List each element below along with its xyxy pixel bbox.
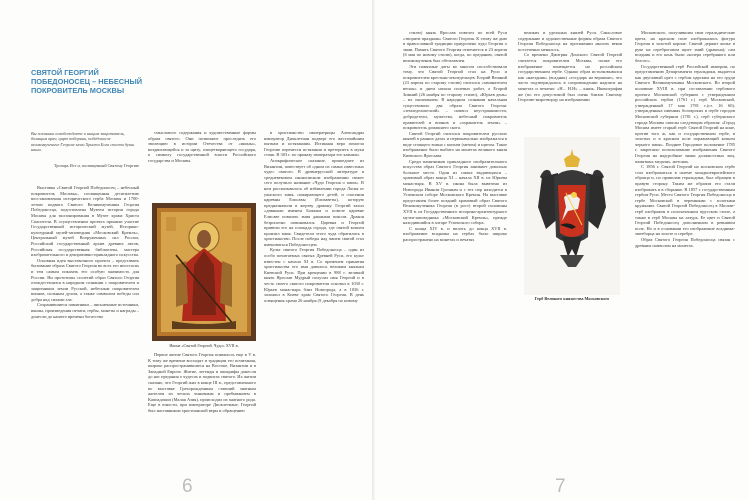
icon-caption: Икона «Святой Георгий. Чудо» XVII в. xyxy=(169,343,239,348)
paragraph: смыслового содержания и художественные формы образа святого. Они позволяют проследить его эволюцию в истории Отечества от «иконы», воздвигающейся и за щиту, олицетворяющего государя, к символу государственной власти Российского государства и Москвы. xyxy=(148,130,256,163)
paragraph: С 1856 г. Святой Георгий на московском гербе стал изображаться в шлеме западноевропейского образца и, по правилам геральдики, был обращен в правую сторону. Таким же образом его стали изображать и в сборнике. В 1857 г. государственным гербом Руси. Место Святого Георгия Победоносца в гербе Московской в черемными с золотыми кружками. Святой Георгий Победоносец в Москве-герб изображен в позолоченном прусском стиле, а также в герб Москвы на лазурь. Ее цвет и Святой Георгий Победоносец дополненном в ревнивом поле. Но и в основании его изображение всадника-змееборца на золоте и серебре. xyxy=(635,164,735,237)
paragraph: Первое житие Святого Георгия появилось еще в V в. К тому же времени восходят и традиции его почитания, широко распространившиеся на Востоке, Византии и в Западной Европе. Житие, легенды и апокрифы донесли до нас предания о чудесах и подвигах святого. Их житии сказано, что Георгий жил в конце III в., представленного во выставке Грехорожденным ставший знатным жителем из ческих чиновным и пребыванием в Каппадокии (Малая Азия), происходил из знатного рода. Еще в юности, при императоре Диоклетиане, Георгий был наставником христианской веры и обращению xyxy=(148,352,256,413)
emblem-caption: Герб Великого княжества Московского xyxy=(534,296,610,301)
text-column-3 xyxy=(264,130,364,303)
paragraph: Образ Святого Георгия Победоносца связан с древним символом на монетах. xyxy=(635,236,735,248)
article-title: СВЯТОЙ ГЕОРГИЙ ПОБЕДОНОСЕЦ – НЕБЕСНЫЙ ПОКРОВИТЕЛЬ МОСКВЫ xyxy=(31,68,143,95)
paragraph: стилю) князь Ярослав повелел по всей Руси «творити праздник» Святого Георгия. К этому же дню в православной традиции приурочено чудо Георгия о змии. Память Святого Георгия отмечается и 23 апреля (6 мая по новому стилю), когда, по преданию, святой великомученик был обезглавлен. xyxy=(403,30,507,63)
text-column-2 xyxy=(148,130,256,164)
epigraph-source: Тропарь Ист и, посвященный Святому Георгию xyxy=(54,163,140,168)
paragraph: Государственный герб Российской империи, по представлению Департамента геральдики, выдается как двуглавый орел с гербом царским на его груди Святого Великомученика Московского. Во второй половине XVIII в. при составлении гербового проекта Московской губернии с утвержденном российских гербов (1761 г.) герб Московский, утвержденный 17 мая 1781 г.(ст. 16 60), утвержденных имениях болгарских в гербе городов Московской губернии (1781 г.), герб губернского города Москвы описан следующим образом: «Город Москва имеет старый герб: Святой Георгий на коне, против того ж, как и государственном гербе, в золотых и в красном поле поражающий копьем черного змия». Позднее Городовое положение 1785 г. закрепило использование изображения Святого Георгия на надгробные знаки должностных лиц, памятных медалях, жетонах. xyxy=(635,63,735,164)
saint-george-icon-image xyxy=(152,203,256,341)
text-column-5 xyxy=(518,30,622,103)
paragraph: Основная идея выставочного проекта – представить бытование образа Святого Георгия во всех его ипостасях и тем самым показать его особую значимость для России. Ни прототипы столетий образ Святого Георгия отождествлялся в народном сознании с покровителем и защитником земли Русской, небесным покровителем воинов, сильным духом, а также символом победы сил добра над силами зла. xyxy=(31,257,139,302)
paragraph: Сохранившиеся памятники – письменные источники, иконы, произведения печати, гербы, монеты и награды – донесли до нашего времени богатство xyxy=(31,302,139,319)
paragraph: великих и удельных князей Руси. Смысловое содержание и художественные формы образа Святого Георгия Победоносца на протяжении многих веков постепенно менялось. xyxy=(518,30,622,52)
paragraph: С конца XIV в. и вплоть до конца XVII в. изображение всадника на гербах было широко распространено на монетах и печатях xyxy=(403,225,507,242)
text-column-6 xyxy=(635,30,735,248)
paragraph: Эти памятные даты во многом способствовали тому, что Святой Георгий стал на Руси и покровителем крестьян-земледельцев. Егорий Вешний (23 апреля по старому стилю) считался «зачинателем весны» и днем начала полевых работ, а Егорий Зимний (26 ноября по старому стилю), «Юрьев день» – их окончанием. В народном сознании начальная существовало два образа Святого Георгия: «земледельческий» – символ неустрашимости, добродетели, мужества, небесный покровитель правителей и воинов и «охранитель земли» – покровитель домашнего скота. xyxy=(403,63,507,131)
text-column-1 xyxy=(31,185,139,319)
right-page xyxy=(375,0,749,500)
paragraph: Со времени Дмитрия Донского Святой Георгий считается покровителем Москвы, позже его изображение помещается на российском государственном гербе. Однако образ истолковывался как «наездник» (всадник) «государь на вершине», что часто подтверждалось в сопровождении надписи на монетах и печатях: «Н... Н.Н» – князь. Иконография же (по его допустимой был очень близок Святому Георгию-миротворцу на изображении xyxy=(518,52,622,103)
text-column-4 xyxy=(403,30,507,243)
page-number-left: 6 xyxy=(182,476,193,497)
paragraph: Московского, получившим свои геральдические цвета, на красном поле изображались фигура Георгия в золотой короне. Святой держит копье в руке на сереброговом щите змий (дракона); сам всадник и его конь были «колера серебряного или белого». xyxy=(635,30,735,63)
paragraph: Святой Георгий считался покровителем русских князей в ранних датах и первоначально изображался в виде стоящего воина с копьем (мечом) и щитом. Такое изображение было выбито на монетах великого князя Киевского Ярослава. xyxy=(403,130,507,159)
paragraph: Среди памятников прикладного изобразительного искусства образ Святого Георгия занимает довольно большое место. Один из самых выдающихся – храмовый образ конца XI – начала XII в. из Юрьева монастыря. В XV в. икона была вывезена из Новгорода Иваном Грозным и с тех пор находится в Успенском соборе Московского Кремля. На выставке представлен более поздний храмовый образ Святого Великомученика Георгия (в рост) второй половины XVII в. из Государственного историко-архитектурного музея-заповедника «Московский Кремль», прежде находившийся в алтаре Успенского собора. xyxy=(403,158,507,226)
left-page xyxy=(0,0,374,500)
paragraph: в христианство императрицы Александры император Диоклетиан подверг его жесточайшим пыткам и истязаниям. Истинная вера помогла Георгию перенести истязания и претерпеть в муки стояк. В 303 г. по приказу императора его казнили. xyxy=(264,130,364,158)
paragraph: Апокрифическое сказание, пришедшее из Византии, повествует об одном из самых известных чудес святого. В древнерусской литературе и средневековом иконописном изображении сюжет сего получило название «Чудо Георгия о змии». В нем рассказывалось об избавлении города Ласия от ужасного змия, пожирающего детей, и спасении царевны Елисавы (Елизаветы), которую предназначили в жертву дракону. Георгий залил «дивными именем Божьим и повеле царевне Елисаве повязать змия данными поясом. Дракон безропотно повиновался. Царевна и Георгий привели его на площадь города, где святой копьем пронзил змия. Свидетели этого чуда обратились в христианство. После победы над змием святой стал именоваться Победоносцем. xyxy=(264,157,364,247)
moscow-emblem-image xyxy=(524,137,620,295)
paragraph: Выставка «Святой Георгий Победоносец – небесный покровитель Москвы», посвященная десятилетию восстановления исторического герба Москвы и 1700-летию подвига Святого Великомученика Георгия Победоносца, подготовлена Музеем истории города Москвы для экспонирования в Музее храма Христа Спасителя. В осуществлении проекта приняли участие Государственный исторический музей, Историко-культурный музей-заповедник «Московский Кремль», Центральный музей Вооруженных сил России, Российский государственный архив древних актов, Российская государственная библиотека, мастера изобразительного и декоративно-прикладного искусства. xyxy=(31,185,139,258)
text-column-2b xyxy=(148,352,256,414)
epigraph: Вы пленники освобождаете и нищим защититель, болящим врач, царю поборник, победоносче великомучениче Георгие моли Христа Бога спасти души наши. xyxy=(31,131,135,152)
page-number-right: 7 xyxy=(555,476,566,497)
paragraph: Культ святого Георгия Победоносца – один из особо почитаемых святых Древней Руси, его культ известен с начала XI в. Со временем принятия христианства его имя давалось великим князьям Киевской Руси. При крещении в 988 г. великий князь Ярослав Мудрый получил имя Георгий и в честь своего святого покровителя основал в 1030 г. Юрьев монастырь близ Новгорода, а в 1036 г. заложил в Киеве храм Святого Георгия. В день освящения храма 26 ноября (9 декабря по новому xyxy=(264,247,364,303)
